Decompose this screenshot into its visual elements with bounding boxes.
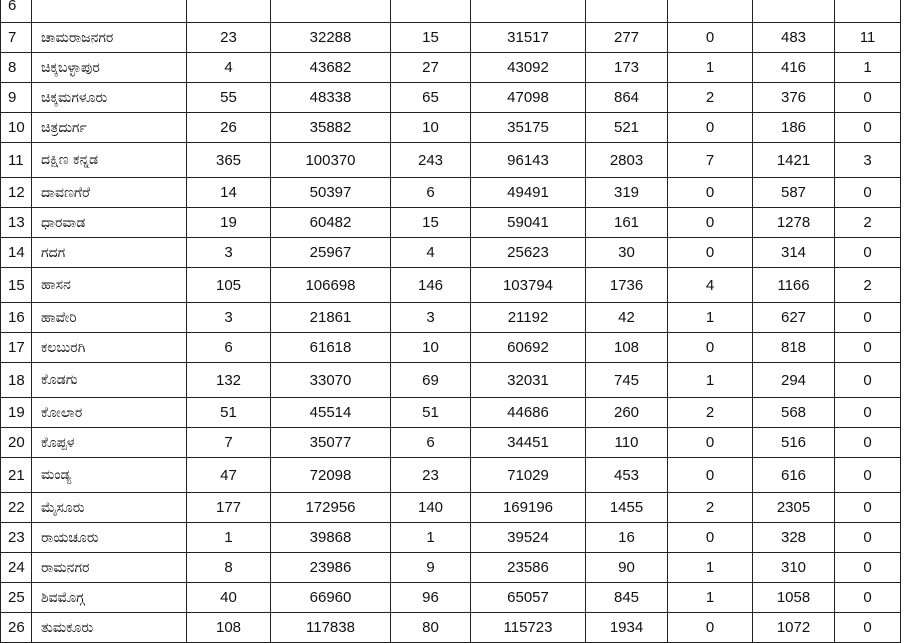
value-cell-col-8: 0 <box>835 333 901 363</box>
value-cell-col-2: 100370 <box>271 143 391 178</box>
serial-number-cell: 6 <box>1 0 32 23</box>
table-row <box>1 583 901 613</box>
serial-number-cell: 13 <box>1 208 32 238</box>
value-cell-col-2: 172956 <box>271 493 391 523</box>
serial-number-cell: 19 <box>1 398 32 428</box>
table-row <box>1 268 901 303</box>
value-cell-col-8: 2 <box>835 268 901 303</box>
value-cell-col-2: 72098 <box>271 458 391 493</box>
value-cell-col-5: 108 <box>586 333 668 363</box>
value-cell-col-8: 0 <box>835 458 901 493</box>
value-cell-col-7: 376 <box>753 83 835 113</box>
value-cell-col-5: 110 <box>586 428 668 458</box>
value-cell-col-3: 4 <box>391 238 471 268</box>
serial-number-cell: 24 <box>1 553 32 583</box>
table-row <box>1 493 901 523</box>
serial-number-cell: 10 <box>1 113 32 143</box>
value-cell-col-2: 35882 <box>271 113 391 143</box>
value-cell-col-2: 50397 <box>271 178 391 208</box>
value-cell-col-3: 80 <box>391 613 471 643</box>
value-cell-col-1: 8 <box>187 553 271 583</box>
serial-number-cell: 9 <box>1 83 32 113</box>
value-cell-col-7 <box>753 0 835 23</box>
value-cell-col-6: 2 <box>668 493 753 523</box>
serial-number-cell: 7 <box>1 23 32 53</box>
value-cell-col-8: 11 <box>835 23 901 53</box>
value-cell-col-1 <box>187 0 271 23</box>
value-cell-col-6: 1 <box>668 583 753 613</box>
value-cell-col-8: 2 <box>835 208 901 238</box>
value-cell-col-6: 0 <box>668 23 753 53</box>
value-cell-col-6: 0 <box>668 333 753 363</box>
value-cell-col-7: 2305 <box>753 493 835 523</box>
value-cell-col-8: 0 <box>835 113 901 143</box>
value-cell-col-4: 35175 <box>471 113 586 143</box>
value-cell-col-8: 0 <box>835 178 901 208</box>
table-row <box>1 553 901 583</box>
value-cell-col-8: 0 <box>835 583 901 613</box>
value-cell-col-4: 39524 <box>471 523 586 553</box>
value-cell-col-4: 96143 <box>471 143 586 178</box>
value-cell-col-7: 1278 <box>753 208 835 238</box>
value-cell-col-7: 328 <box>753 523 835 553</box>
value-cell-col-2: 66960 <box>271 583 391 613</box>
value-cell-col-4: 169196 <box>471 493 586 523</box>
value-cell-col-3 <box>391 0 471 23</box>
serial-number-cell: 15 <box>1 268 32 303</box>
value-cell-col-6: 2 <box>668 83 753 113</box>
value-cell-col-5: 745 <box>586 363 668 398</box>
value-cell-col-6: 4 <box>668 268 753 303</box>
value-cell-col-5: 1455 <box>586 493 668 523</box>
value-cell-col-1: 132 <box>187 363 271 398</box>
value-cell-col-3: 65 <box>391 83 471 113</box>
value-cell-col-3: 51 <box>391 398 471 428</box>
value-cell-col-4: 59041 <box>471 208 586 238</box>
value-cell-col-3: 27 <box>391 53 471 83</box>
value-cell-col-3: 6 <box>391 178 471 208</box>
value-cell-col-3: 69 <box>391 363 471 398</box>
table-row <box>1 363 901 398</box>
value-cell-col-6: 0 <box>668 208 753 238</box>
table-body <box>1 0 901 643</box>
value-cell-col-6: 1 <box>668 553 753 583</box>
value-cell-col-2: 45514 <box>271 398 391 428</box>
district-name-cell: ಕೋಲಾರ <box>32 398 187 428</box>
table-row <box>1 398 901 428</box>
value-cell-col-8 <box>835 0 901 23</box>
value-cell-col-4: 34451 <box>471 428 586 458</box>
value-cell-col-1: 3 <box>187 303 271 333</box>
value-cell-col-2: 33070 <box>271 363 391 398</box>
value-cell-col-3: 1 <box>391 523 471 553</box>
value-cell-col-5: 864 <box>586 83 668 113</box>
value-cell-col-4: 65057 <box>471 583 586 613</box>
district-name-cell: ದಾವಣಗೆರೆ <box>32 178 187 208</box>
serial-number-cell: 18 <box>1 363 32 398</box>
value-cell-col-6: 0 <box>668 238 753 268</box>
table-row <box>1 458 901 493</box>
value-cell-col-3: 10 <box>391 113 471 143</box>
value-cell-col-7: 568 <box>753 398 835 428</box>
value-cell-col-8: 0 <box>835 613 901 643</box>
value-cell-col-6: 1 <box>668 53 753 83</box>
serial-number-cell: 11 <box>1 143 32 178</box>
value-cell-col-5: 2803 <box>586 143 668 178</box>
value-cell-col-4: 31517 <box>471 23 586 53</box>
value-cell-col-4: 115723 <box>471 613 586 643</box>
serial-number-cell: 26 <box>1 613 32 643</box>
value-cell-col-1: 3 <box>187 238 271 268</box>
value-cell-col-1: 40 <box>187 583 271 613</box>
value-cell-col-1: 14 <box>187 178 271 208</box>
district-name-cell <box>32 0 187 23</box>
value-cell-col-5 <box>586 0 668 23</box>
value-cell-col-1: 4 <box>187 53 271 83</box>
value-cell-col-7: 483 <box>753 23 835 53</box>
value-cell-col-4: 25623 <box>471 238 586 268</box>
value-cell-col-1: 51 <box>187 398 271 428</box>
district-name-cell: ಧಾರವಾಡ <box>32 208 187 238</box>
table-row <box>1 113 901 143</box>
value-cell-col-6: 0 <box>668 113 753 143</box>
value-cell-col-6: 0 <box>668 178 753 208</box>
value-cell-col-2: 35077 <box>271 428 391 458</box>
serial-number-cell: 14 <box>1 238 32 268</box>
value-cell-col-3: 23 <box>391 458 471 493</box>
district-name-cell: ಚಿತ್ರದುರ್ಗ <box>32 113 187 143</box>
value-cell-col-6: 0 <box>668 428 753 458</box>
district-name-cell: ಹಾವೇರಿ <box>32 303 187 333</box>
value-cell-col-5: 173 <box>586 53 668 83</box>
value-cell-col-4: 43092 <box>471 53 586 83</box>
value-cell-col-8: 0 <box>835 363 901 398</box>
value-cell-col-5: 277 <box>586 23 668 53</box>
value-cell-col-1: 177 <box>187 493 271 523</box>
serial-number-cell: 16 <box>1 303 32 333</box>
value-cell-col-2: 25967 <box>271 238 391 268</box>
serial-number-cell: 20 <box>1 428 32 458</box>
value-cell-col-4: 49491 <box>471 178 586 208</box>
value-cell-col-8: 0 <box>835 398 901 428</box>
district-name-cell: ಮೈಸೂರು <box>32 493 187 523</box>
value-cell-col-2: 117838 <box>271 613 391 643</box>
serial-number-cell: 12 <box>1 178 32 208</box>
table-row <box>1 178 901 208</box>
value-cell-col-6: 0 <box>668 613 753 643</box>
district-name-cell: ಕಲಬುರಗಿ <box>32 333 187 363</box>
value-cell-col-5: 845 <box>586 583 668 613</box>
value-cell-col-3: 15 <box>391 208 471 238</box>
serial-number-cell: 17 <box>1 333 32 363</box>
table-row <box>1 333 901 363</box>
table-row <box>1 53 901 83</box>
table-row <box>1 0 901 23</box>
value-cell-col-1: 365 <box>187 143 271 178</box>
district-name-cell: ಶಿವಮೊಗ್ಗ <box>32 583 187 613</box>
value-cell-col-7: 1058 <box>753 583 835 613</box>
value-cell-col-1: 19 <box>187 208 271 238</box>
district-name-cell: ಕೊಪ್ಪಳ <box>32 428 187 458</box>
value-cell-col-6: 7 <box>668 143 753 178</box>
value-cell-col-3: 146 <box>391 268 471 303</box>
serial-number-cell: 21 <box>1 458 32 493</box>
district-name-cell: ಕೊಡಗು <box>32 363 187 398</box>
district-name-cell: ತುಮಕೂರು <box>32 613 187 643</box>
value-cell-col-8: 0 <box>835 493 901 523</box>
value-cell-col-4: 23586 <box>471 553 586 583</box>
district-name-cell: ದಕ್ಷಿಣ ಕನ್ನಡ <box>32 143 187 178</box>
value-cell-col-7: 416 <box>753 53 835 83</box>
value-cell-col-6: 1 <box>668 303 753 333</box>
table-row <box>1 83 901 113</box>
value-cell-col-6 <box>668 0 753 23</box>
value-cell-col-5: 90 <box>586 553 668 583</box>
value-cell-col-1: 26 <box>187 113 271 143</box>
value-cell-col-3: 15 <box>391 23 471 53</box>
table-row <box>1 523 901 553</box>
value-cell-col-1: 47 <box>187 458 271 493</box>
district-name-cell: ಚಿಕ್ಕಬಳ್ಳಾಪುರ <box>32 53 187 83</box>
value-cell-col-3: 243 <box>391 143 471 178</box>
table-row <box>1 613 901 643</box>
value-cell-col-5: 1934 <box>586 613 668 643</box>
value-cell-col-5: 30 <box>586 238 668 268</box>
value-cell-col-4 <box>471 0 586 23</box>
table-row <box>1 428 901 458</box>
value-cell-col-5: 42 <box>586 303 668 333</box>
value-cell-col-4: 44686 <box>471 398 586 428</box>
value-cell-col-1: 23 <box>187 23 271 53</box>
value-cell-col-7: 1421 <box>753 143 835 178</box>
value-cell-col-1: 108 <box>187 613 271 643</box>
value-cell-col-1: 55 <box>187 83 271 113</box>
value-cell-col-1: 7 <box>187 428 271 458</box>
value-cell-col-5: 16 <box>586 523 668 553</box>
table-row <box>1 238 901 268</box>
table-row <box>1 143 901 178</box>
value-cell-col-7: 294 <box>753 363 835 398</box>
value-cell-col-2: 48338 <box>271 83 391 113</box>
value-cell-col-8: 0 <box>835 303 901 333</box>
value-cell-col-6: 1 <box>668 363 753 398</box>
district-name-cell: ಹಾಸನ <box>32 268 187 303</box>
value-cell-col-2: 61618 <box>271 333 391 363</box>
value-cell-col-4: 32031 <box>471 363 586 398</box>
value-cell-col-2: 32288 <box>271 23 391 53</box>
value-cell-col-7: 1166 <box>753 268 835 303</box>
value-cell-col-6: 0 <box>668 458 753 493</box>
value-cell-col-7: 616 <box>753 458 835 493</box>
table-row <box>1 23 901 53</box>
value-cell-col-1: 1 <box>187 523 271 553</box>
district-name-cell: ಚಿಕ್ಕಮಗಳೂರು <box>32 83 187 113</box>
value-cell-col-7: 186 <box>753 113 835 143</box>
value-cell-col-5: 319 <box>586 178 668 208</box>
value-cell-col-3: 140 <box>391 493 471 523</box>
value-cell-col-2 <box>271 0 391 23</box>
value-cell-col-4: 47098 <box>471 83 586 113</box>
value-cell-col-2: 60482 <box>271 208 391 238</box>
district-name-cell: ಚಾಮರಾಜನಗರ <box>32 23 187 53</box>
value-cell-col-4: 71029 <box>471 458 586 493</box>
value-cell-col-2: 43682 <box>271 53 391 83</box>
value-cell-col-2: 23986 <box>271 553 391 583</box>
value-cell-col-5: 521 <box>586 113 668 143</box>
value-cell-col-6: 2 <box>668 398 753 428</box>
value-cell-col-7: 1072 <box>753 613 835 643</box>
value-cell-col-7: 627 <box>753 303 835 333</box>
value-cell-col-1: 105 <box>187 268 271 303</box>
serial-number-cell: 23 <box>1 523 32 553</box>
value-cell-col-8: 0 <box>835 428 901 458</box>
value-cell-col-8: 0 <box>835 238 901 268</box>
value-cell-col-1: 6 <box>187 333 271 363</box>
value-cell-col-5: 260 <box>586 398 668 428</box>
serial-number-cell: 8 <box>1 53 32 83</box>
value-cell-col-2: 21861 <box>271 303 391 333</box>
value-cell-col-5: 161 <box>586 208 668 238</box>
value-cell-col-2: 39868 <box>271 523 391 553</box>
serial-number-cell: 25 <box>1 583 32 613</box>
district-name-cell: ರಾಮನಗರ <box>32 553 187 583</box>
value-cell-col-5: 453 <box>586 458 668 493</box>
value-cell-col-3: 6 <box>391 428 471 458</box>
value-cell-col-3: 96 <box>391 583 471 613</box>
value-cell-col-5: 1736 <box>586 268 668 303</box>
value-cell-col-7: 314 <box>753 238 835 268</box>
value-cell-col-7: 818 <box>753 333 835 363</box>
value-cell-col-6: 0 <box>668 523 753 553</box>
district-name-cell: ಗದಗ <box>32 238 187 268</box>
district-name-cell: ಮಂಡ್ಯ <box>32 458 187 493</box>
value-cell-col-8: 0 <box>835 523 901 553</box>
value-cell-col-4: 60692 <box>471 333 586 363</box>
value-cell-col-7: 587 <box>753 178 835 208</box>
value-cell-col-8: 0 <box>835 83 901 113</box>
value-cell-col-4: 103794 <box>471 268 586 303</box>
value-cell-col-4: 21192 <box>471 303 586 333</box>
table-row <box>1 303 901 333</box>
value-cell-col-7: 310 <box>753 553 835 583</box>
value-cell-col-3: 10 <box>391 333 471 363</box>
value-cell-col-3: 3 <box>391 303 471 333</box>
serial-number-cell: 22 <box>1 493 32 523</box>
value-cell-col-7: 516 <box>753 428 835 458</box>
value-cell-col-8: 1 <box>835 53 901 83</box>
table-row <box>1 208 901 238</box>
value-cell-col-8: 0 <box>835 553 901 583</box>
value-cell-col-3: 9 <box>391 553 471 583</box>
value-cell-col-8: 3 <box>835 143 901 178</box>
district-name-cell: ರಾಯಚೂರು <box>32 523 187 553</box>
value-cell-col-2: 106698 <box>271 268 391 303</box>
